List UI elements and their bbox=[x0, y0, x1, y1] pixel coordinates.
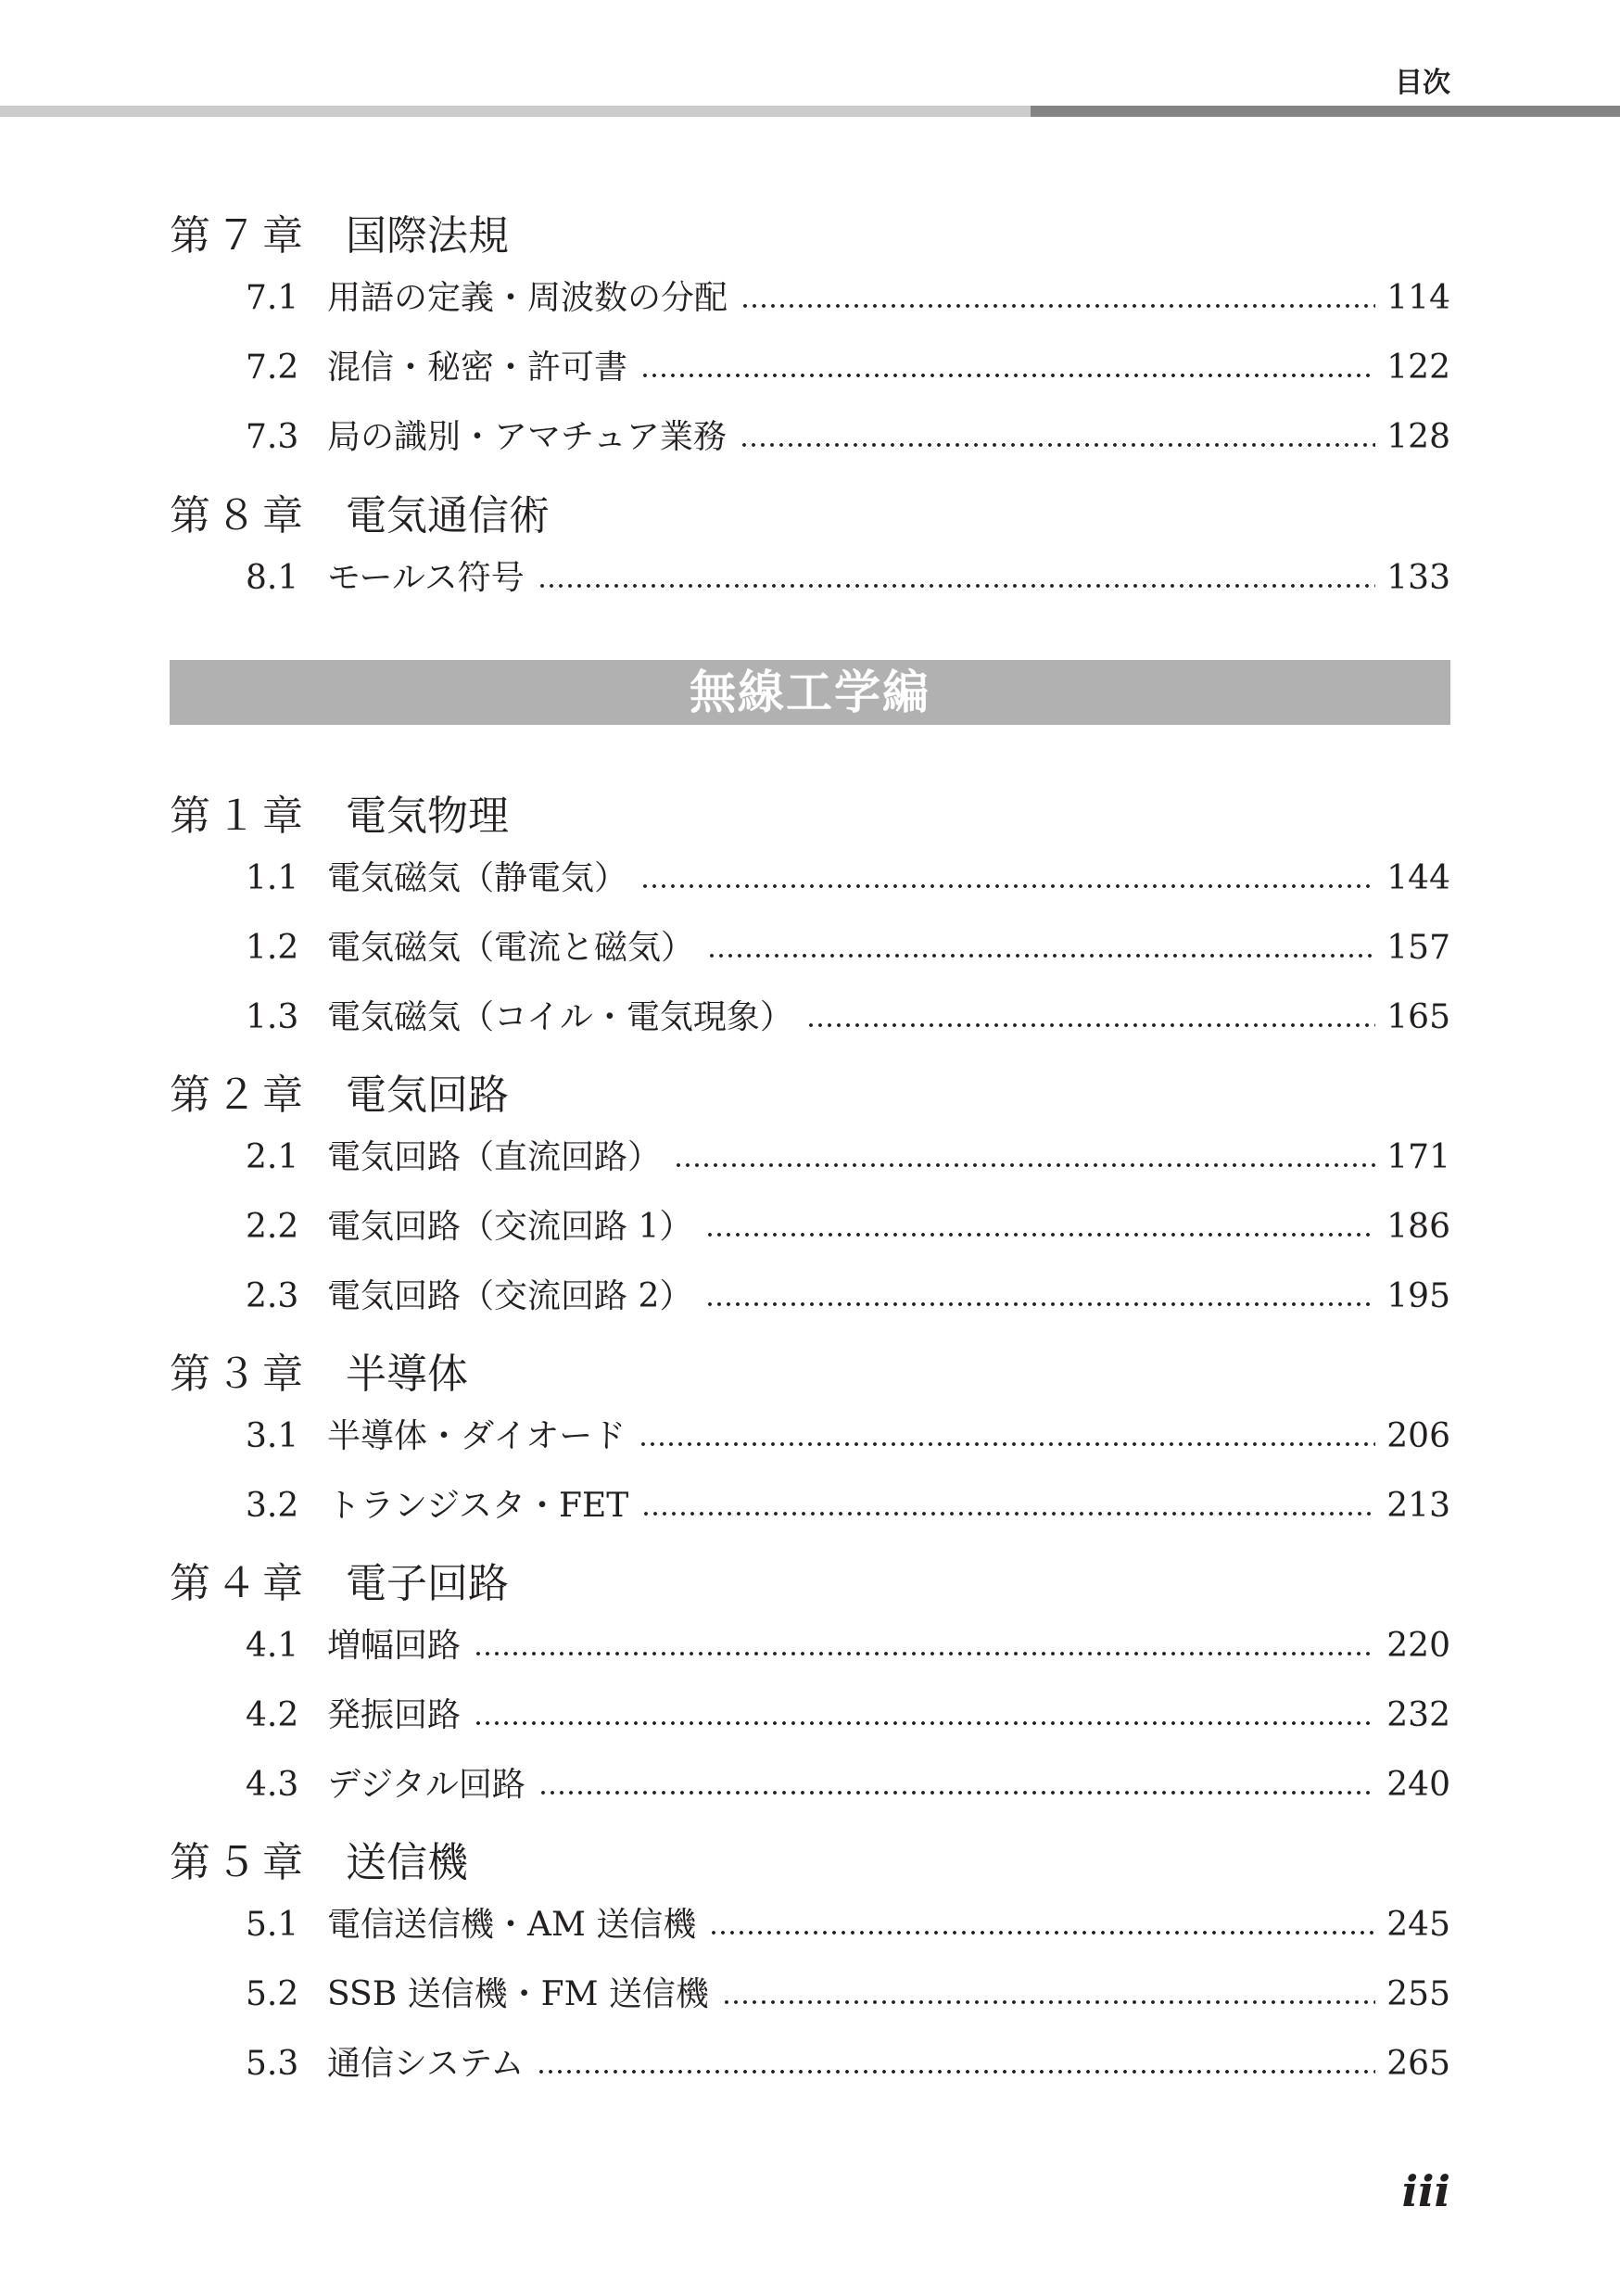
chapter-title: 電気通信術 bbox=[346, 492, 550, 539]
chapter-heading[interactable] bbox=[170, 789, 509, 844]
dot-leader bbox=[538, 1790, 1375, 1795]
section-title: 電気磁気（電流と磁気） bbox=[327, 929, 695, 967]
section-title: 電気回路（交流回路 1） bbox=[327, 1208, 693, 1246]
toc-entry[interactable] bbox=[246, 412, 1450, 463]
dot-leader bbox=[707, 953, 1375, 958]
page-number: 171 bbox=[1386, 1138, 1450, 1176]
section-title: 用語の定義・周波数の分配 bbox=[327, 279, 728, 317]
section-title: 混信・秘密・許可書 bbox=[327, 349, 628, 387]
section-number: 7.3 bbox=[246, 418, 299, 456]
chapter-title: 半導体 bbox=[346, 1351, 468, 1398]
toc-entry[interactable] bbox=[246, 1411, 1450, 1463]
dot-leader bbox=[740, 442, 1375, 448]
dot-leader bbox=[806, 1022, 1375, 1028]
chapter-title: 国際法規 bbox=[346, 212, 509, 260]
section-title: 電気回路（直流回路） bbox=[327, 1138, 662, 1176]
header-rule-dark bbox=[1031, 106, 1620, 117]
chapter-heading[interactable] bbox=[170, 1347, 468, 1402]
toc-entry[interactable] bbox=[246, 853, 1450, 905]
toc-entry[interactable] bbox=[246, 273, 1450, 324]
section-title: 増幅回路 bbox=[327, 1627, 462, 1665]
page-number: 122 bbox=[1386, 349, 1450, 387]
toc-entry[interactable] bbox=[246, 1690, 1450, 1742]
page-number: 240 bbox=[1386, 1766, 1450, 1804]
toc-entry[interactable] bbox=[246, 1969, 1450, 2021]
section-number: 5.2 bbox=[246, 1975, 299, 2013]
section-number: 1.2 bbox=[246, 929, 299, 967]
section-title: 発振回路 bbox=[327, 1696, 462, 1734]
toc-entry[interactable] bbox=[246, 2038, 1450, 2090]
dot-leader bbox=[722, 1999, 1375, 2005]
section-number: 5.1 bbox=[246, 1906, 299, 1944]
page-folio: iii bbox=[1401, 2166, 1450, 2216]
section-title: SSB 送信機・FM 送信機 bbox=[327, 1975, 709, 2013]
chapter-label: 第８章 bbox=[170, 492, 309, 539]
toc-entry[interactable] bbox=[246, 1480, 1450, 1532]
dot-leader bbox=[639, 1441, 1375, 1447]
page-number: 133 bbox=[1386, 559, 1450, 597]
section-number: 3.2 bbox=[246, 1487, 299, 1525]
chapter-title: 電気回路 bbox=[346, 1072, 509, 1119]
chapter-title: 電子回路 bbox=[346, 1560, 509, 1607]
page-number: 157 bbox=[1386, 929, 1450, 967]
dot-leader bbox=[538, 583, 1376, 589]
chapter-heading[interactable] bbox=[170, 209, 509, 264]
page-number: 265 bbox=[1386, 2045, 1450, 2083]
page-number: 220 bbox=[1386, 1627, 1450, 1665]
chapter-label: 第１章 bbox=[170, 793, 309, 840]
section-number: 4.2 bbox=[246, 1696, 299, 1734]
section-title: モールス符号 bbox=[327, 559, 525, 597]
toc-entry[interactable] bbox=[246, 342, 1450, 394]
page-number: 128 bbox=[1386, 418, 1450, 456]
page-number: 195 bbox=[1386, 1277, 1450, 1315]
toc-entry[interactable] bbox=[246, 992, 1450, 1044]
section-number: 2.3 bbox=[246, 1277, 299, 1315]
page-number: 114 bbox=[1386, 279, 1450, 317]
chapter-label: 第４章 bbox=[170, 1560, 309, 1607]
section-title: 電気磁気（コイル・電気現象） bbox=[327, 998, 793, 1036]
section-number: 4.1 bbox=[246, 1627, 299, 1665]
section-title: デジタル回路 bbox=[327, 1766, 525, 1804]
section-number: 3.1 bbox=[246, 1417, 299, 1455]
section-title: 局の識別・アマチュア業務 bbox=[327, 418, 727, 456]
section-title: 電信送信機・AM 送信機 bbox=[327, 1906, 697, 1944]
dot-leader bbox=[740, 303, 1375, 309]
dot-leader bbox=[474, 1651, 1375, 1656]
section-title: トランジスタ・FET bbox=[327, 1487, 629, 1525]
dot-leader bbox=[537, 2069, 1375, 2074]
page-number: 206 bbox=[1386, 1417, 1450, 1455]
chapter-heading[interactable] bbox=[170, 1556, 509, 1612]
section-number: 2.2 bbox=[246, 1208, 299, 1246]
chapter-heading[interactable] bbox=[170, 1835, 468, 1891]
section-title: 通信システム bbox=[327, 2045, 525, 2083]
page-number: 245 bbox=[1386, 1906, 1450, 1944]
dot-leader bbox=[640, 883, 1375, 889]
dot-leader bbox=[640, 373, 1375, 378]
chapter-title: 送信機 bbox=[346, 1839, 468, 1886]
dot-leader bbox=[641, 1511, 1375, 1516]
dot-leader bbox=[705, 1232, 1375, 1237]
page-number: 165 bbox=[1386, 998, 1450, 1036]
toc-entry[interactable] bbox=[246, 552, 1450, 604]
section-number: 7.2 bbox=[246, 349, 299, 387]
section-number: 4.3 bbox=[246, 1766, 299, 1804]
dot-leader bbox=[674, 1162, 1375, 1168]
chapter-label: 第２章 bbox=[170, 1072, 309, 1119]
section-title: 電気磁気（静電気） bbox=[327, 859, 628, 897]
section-number: 7.1 bbox=[246, 279, 299, 317]
dot-leader bbox=[705, 1301, 1375, 1307]
header-rule-light bbox=[0, 106, 1031, 117]
chapter-label: 第３章 bbox=[170, 1351, 309, 1398]
toc-entry[interactable] bbox=[246, 1759, 1450, 1811]
toc-entry[interactable] bbox=[246, 1899, 1450, 1951]
section-title: 電気回路（交流回路 2） bbox=[327, 1277, 693, 1315]
dot-leader bbox=[709, 1930, 1375, 1935]
section-number: 1.3 bbox=[246, 998, 299, 1036]
page-header-title: 目次 bbox=[1395, 67, 1450, 99]
dot-leader bbox=[474, 1720, 1375, 1726]
chapter-label: 第７章 bbox=[170, 212, 309, 260]
chapter-heading[interactable] bbox=[170, 1068, 509, 1123]
section-number: 2.1 bbox=[246, 1138, 299, 1176]
toc-entry[interactable] bbox=[246, 1620, 1450, 1672]
chapter-label: 第５章 bbox=[170, 1839, 309, 1886]
page-number: 186 bbox=[1386, 1208, 1450, 1246]
page-number: 232 bbox=[1386, 1696, 1450, 1734]
page-number: 213 bbox=[1386, 1487, 1450, 1525]
page-number: 144 bbox=[1386, 859, 1450, 897]
part-banner: 無線工学編 bbox=[170, 660, 1450, 725]
section-number: 1.1 bbox=[246, 859, 299, 897]
chapter-title: 電気物理 bbox=[346, 793, 509, 840]
toc-entry[interactable] bbox=[246, 1271, 1450, 1323]
section-title: 半導体・ダイオード bbox=[327, 1417, 626, 1455]
toc-entry[interactable] bbox=[246, 1132, 1450, 1184]
page-number: 255 bbox=[1386, 1975, 1450, 2013]
section-number: 8.1 bbox=[246, 559, 299, 597]
toc-entry[interactable] bbox=[246, 922, 1450, 974]
chapter-heading[interactable] bbox=[170, 488, 550, 544]
section-number: 5.3 bbox=[246, 2045, 299, 2083]
toc-entry[interactable] bbox=[246, 1201, 1450, 1253]
